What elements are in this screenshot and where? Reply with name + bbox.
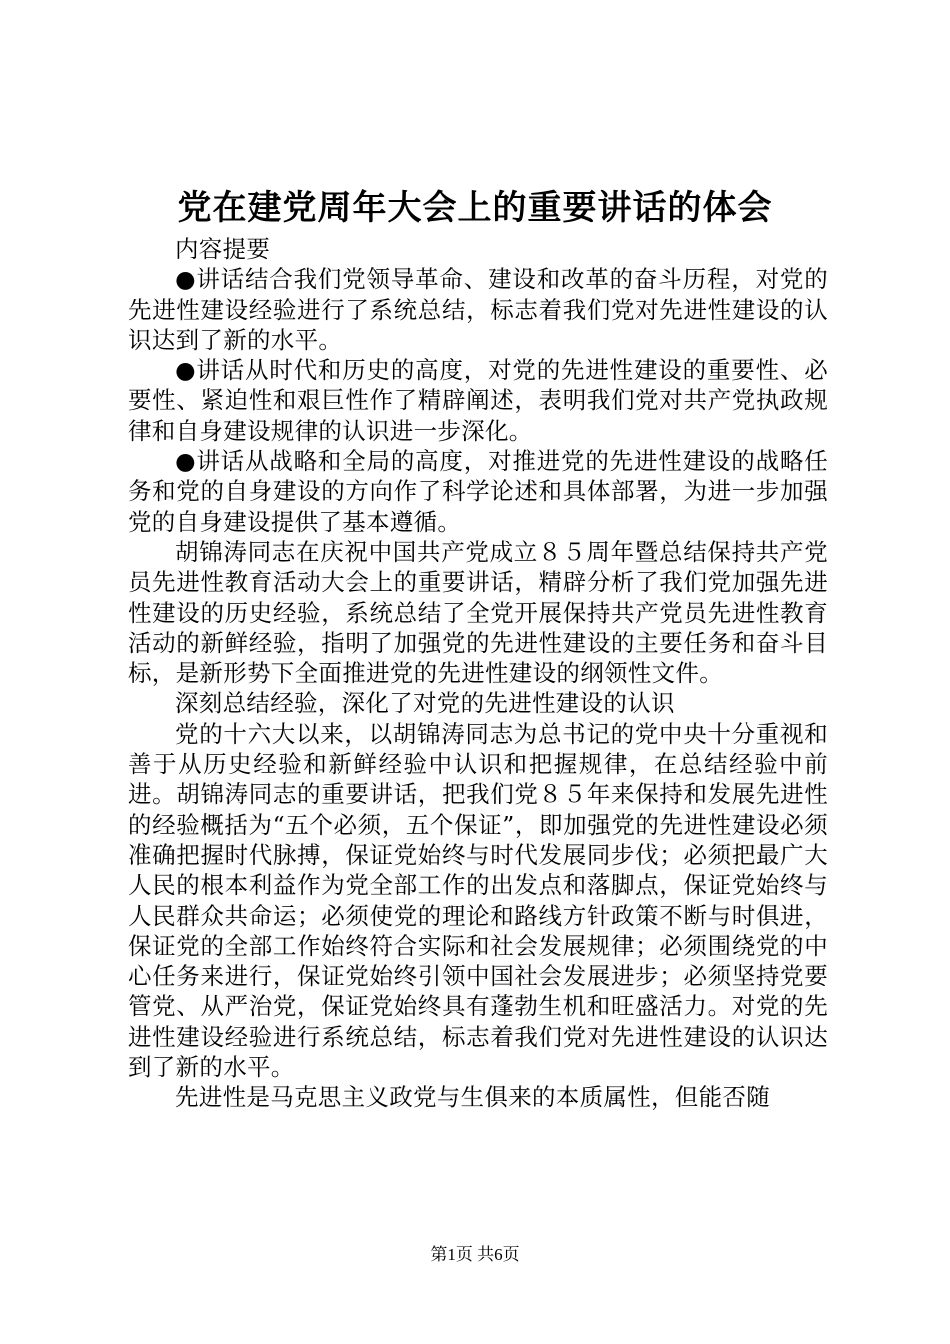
page-footer: 第1页 共6页 bbox=[430, 1245, 520, 1264]
summary-point-3: ●讲话从战略和全局的高度，对推进党的先进性建设的战略任务和党的自身建设的方向作了科学论述和具体部署，为进一步加强党的自身建设提供了基本遵循。 bbox=[128, 447, 828, 536]
document-title: 党在建党周年大会上的重要讲话的体会 bbox=[177, 188, 773, 228]
body-paragraph: 先进性是马克思主义政党与生俱来的本质属性，但能否随 bbox=[175, 1083, 770, 1112]
intro-paragraph: 胡锦涛同志在庆祝中国共产党成立８５周年暨总结保持共产党员先进性教育活动大会上的重要讲话，精辟分析了我们党加强先进性建设的历史经验，系统总结了全党开展保持共产党员先进性教育活动的新鲜经验，指明了加强党的先进性建设的主要任务和奋斗目标，是新形势下全面推进党的先进性建设的纲领性文件。 bbox=[128, 537, 828, 688]
section-heading: 深刻总结经验，深化了对党的先进性建设的认识 bbox=[175, 689, 675, 718]
body-paragraph: 党的十六大以来，以胡锦涛同志为总书记的党中央十分重视和善于从历史经验和新鲜经验中认识和把握规律，在总结经验中前进。胡锦涛同志的重要讲话，把我们党８５年来保持和发展先进性的经验概括为“五个必须，五个保证”，即加强党的先进性建设必须准确把握时代脉搏，保证党始终与时代发展同步伐；必须把最广大人民的根本利益作为党全部工作的出发点和落脚点，保证党始终与人民群众共命运；必须使党的理论和路线方针政策不断与时俱进，保证党的全部工作始终符合实际和社会发展规律；必须围绕党的中心任务来进行，保证党始终引领中国社会发展进步；必须坚持党要管党、从严治党，保证党始终具有蓬勃生机和旺盛活力。对党的先进性建设经验进行系统总结，标志着我们党对先进性建设的认识达到了新的水平。 bbox=[128, 719, 828, 1082]
document-body bbox=[128, 234, 828, 1113]
summary-point-1: ●讲话结合我们党领导革命、建设和改革的奋斗历程，对党的先进性建设经验进行了系统总结，标志着我们党对先进性建设的认识达到了新的水平。 bbox=[128, 265, 828, 354]
summary-heading: 内容提要 bbox=[175, 235, 271, 263]
summary-point-2: ●讲话从时代和历史的高度，对党的先进性建设的重要性、必要性、紧迫性和艰巨性作了精辟阐述，表明我们党对共产党执政规律和自身建设规律的认识进一步深化。 bbox=[128, 356, 828, 445]
